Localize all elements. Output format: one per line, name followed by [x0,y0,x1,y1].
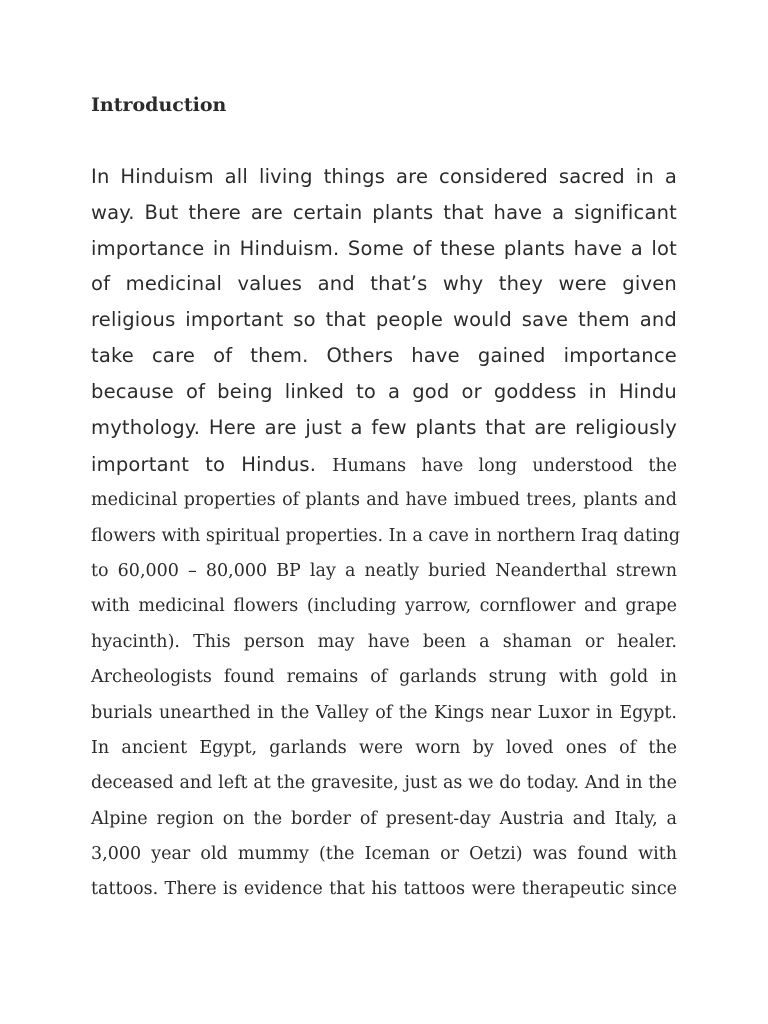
paragraph-line: importance in Hinduism. Some of these plants have a lot [91,237,677,260]
paragraph-line: deceased and left at the gravesite, just as we do today. And in the [91,773,677,793]
paragraph-line: of medicinal values and that’s why they were given [91,272,677,295]
paragraph-line: burials unearthed in the Valley of the Kings near Luxor in Egypt. [91,703,677,723]
paragraph-line: take care of them. Others have gained importance [91,344,677,367]
paragraph-line: religious important so that people would save them and [91,308,677,331]
paragraph-line: medicinal properties of plants and have imbued trees, plants and [91,490,677,510]
paragraph-line: In ancient Egypt, garlands were worn by loved ones of the [91,738,677,758]
section-heading: Introduction [91,94,227,116]
paragraph-line-mixed [91,451,677,479]
paragraph-line: flowers with spiritual properties. In a cave in northern Iraq dating [91,526,681,546]
paragraph-line: In Hinduism all living things are considered sacred in a [91,165,677,188]
paragraph-line: with medicinal flowers (including yarrow, cornflower and grape [91,596,677,616]
paragraph-line: way. But there are certain plants that have a significant [91,201,677,224]
paragraph-line: hyacinth). This person may have been a shaman or healer. [91,632,677,652]
paragraph-line: Alpine region on the border of present-day Austria and Italy, a [91,809,677,829]
paragraph-line: because of being linked to a god or goddess in Hindu [91,380,677,403]
paragraph-line: 3,000 year old mummy (the Iceman or Oetzi) was found with [91,844,677,864]
mixed-line-sans-part: important to Hindus. [91,453,317,476]
paragraph-line: mythology. Here are just a few plants that are religiously [91,416,677,439]
paragraph-line: to 60,000 – 80,000 BP lay a neatly buried Neanderthal strewn [91,561,677,581]
paragraph-line: tattoos. There is evidence that his tattoos were therapeutic since [91,879,677,899]
mixed-line-serif-part: Humans have long understood the [332,456,677,476]
paragraph-line: Archeologists found remains of garlands strung with gold in [91,667,677,687]
